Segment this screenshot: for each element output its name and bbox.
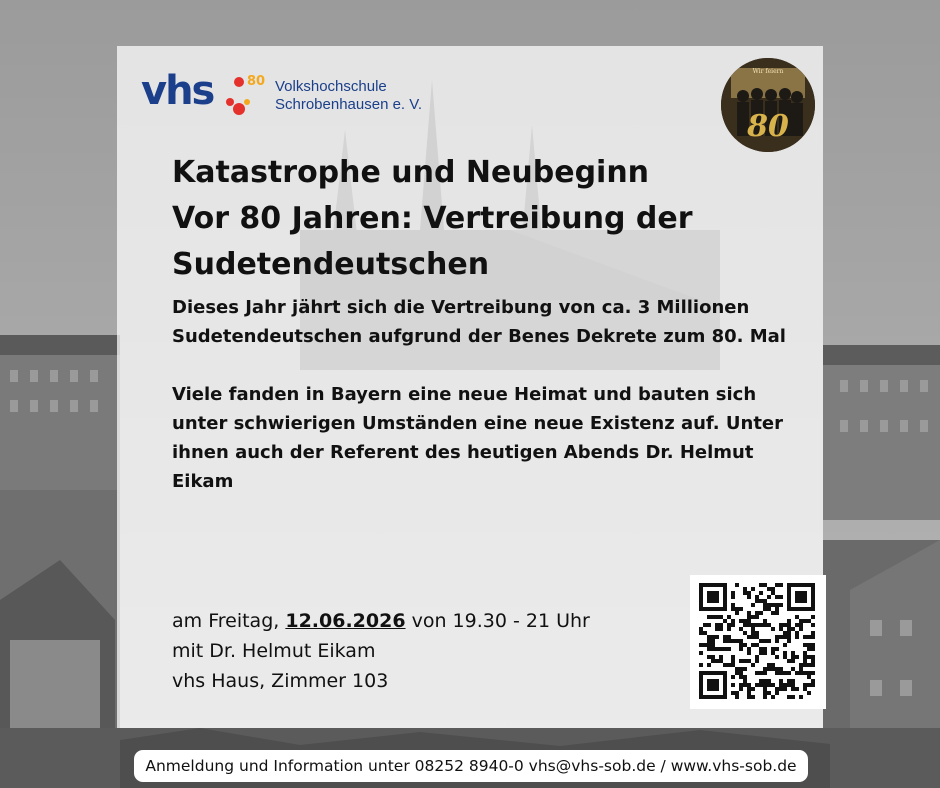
vhs-logo[interactable] [141, 68, 461, 118]
headline-line2: Vor 80 Jahren: Vertreibung der [172, 201, 693, 236]
registration-footer: Anmeldung und Information unter 08252 8940-0 vhs@vhs-sob.de / www.vhs-sob.de [134, 750, 808, 782]
event-details [172, 606, 590, 696]
registration-qr-code[interactable] [690, 575, 826, 709]
qr-code-icon [690, 575, 826, 709]
logo-name-line2: Schrobenhausen e. V. [275, 96, 423, 113]
event-location: vhs Haus, Zimmer 103 [172, 670, 389, 692]
description-paragraph-1: Dieses Jahr jährt sich die Vertreibung von ca. 3 Millionen Sudetendeutschen aufgrund der Benes Dekrete zum 80. Mal [172, 297, 786, 347]
event-speaker: mit Dr. Helmut Eikam [172, 640, 376, 662]
headline-line3: Sudetendeutschen [172, 247, 490, 282]
description-paragraph-2: Viele fanden in Bayern eine neue Heimat und bauten sich unter schwierigen Umständen eine neue Existenz auf. Unter ihnen auch der Referent des heutigen Abends Dr. Helmut Eikam [172, 384, 784, 492]
team-photo-image [721, 58, 815, 152]
team-anniversary-photo [721, 58, 815, 152]
event-headline [172, 150, 792, 288]
photo-caption: Wir feiern [752, 68, 784, 75]
logo-80-badge: 80 [247, 74, 266, 89]
photo-80-balloon: 80 [747, 109, 789, 144]
logo-wordmark: vhs [141, 68, 214, 114]
event-description [172, 293, 792, 496]
headline-line1: Katastrophe und Neubeginn [172, 155, 650, 190]
event-date: 12.06.2026 [285, 610, 406, 632]
event-time: von 19.30 - 21 Uhr [405, 610, 590, 632]
event-date-prefix: am Freitag, [172, 610, 286, 632]
logo-name-line1: Volkshochschule [275, 78, 387, 95]
event-datetime [172, 606, 590, 636]
